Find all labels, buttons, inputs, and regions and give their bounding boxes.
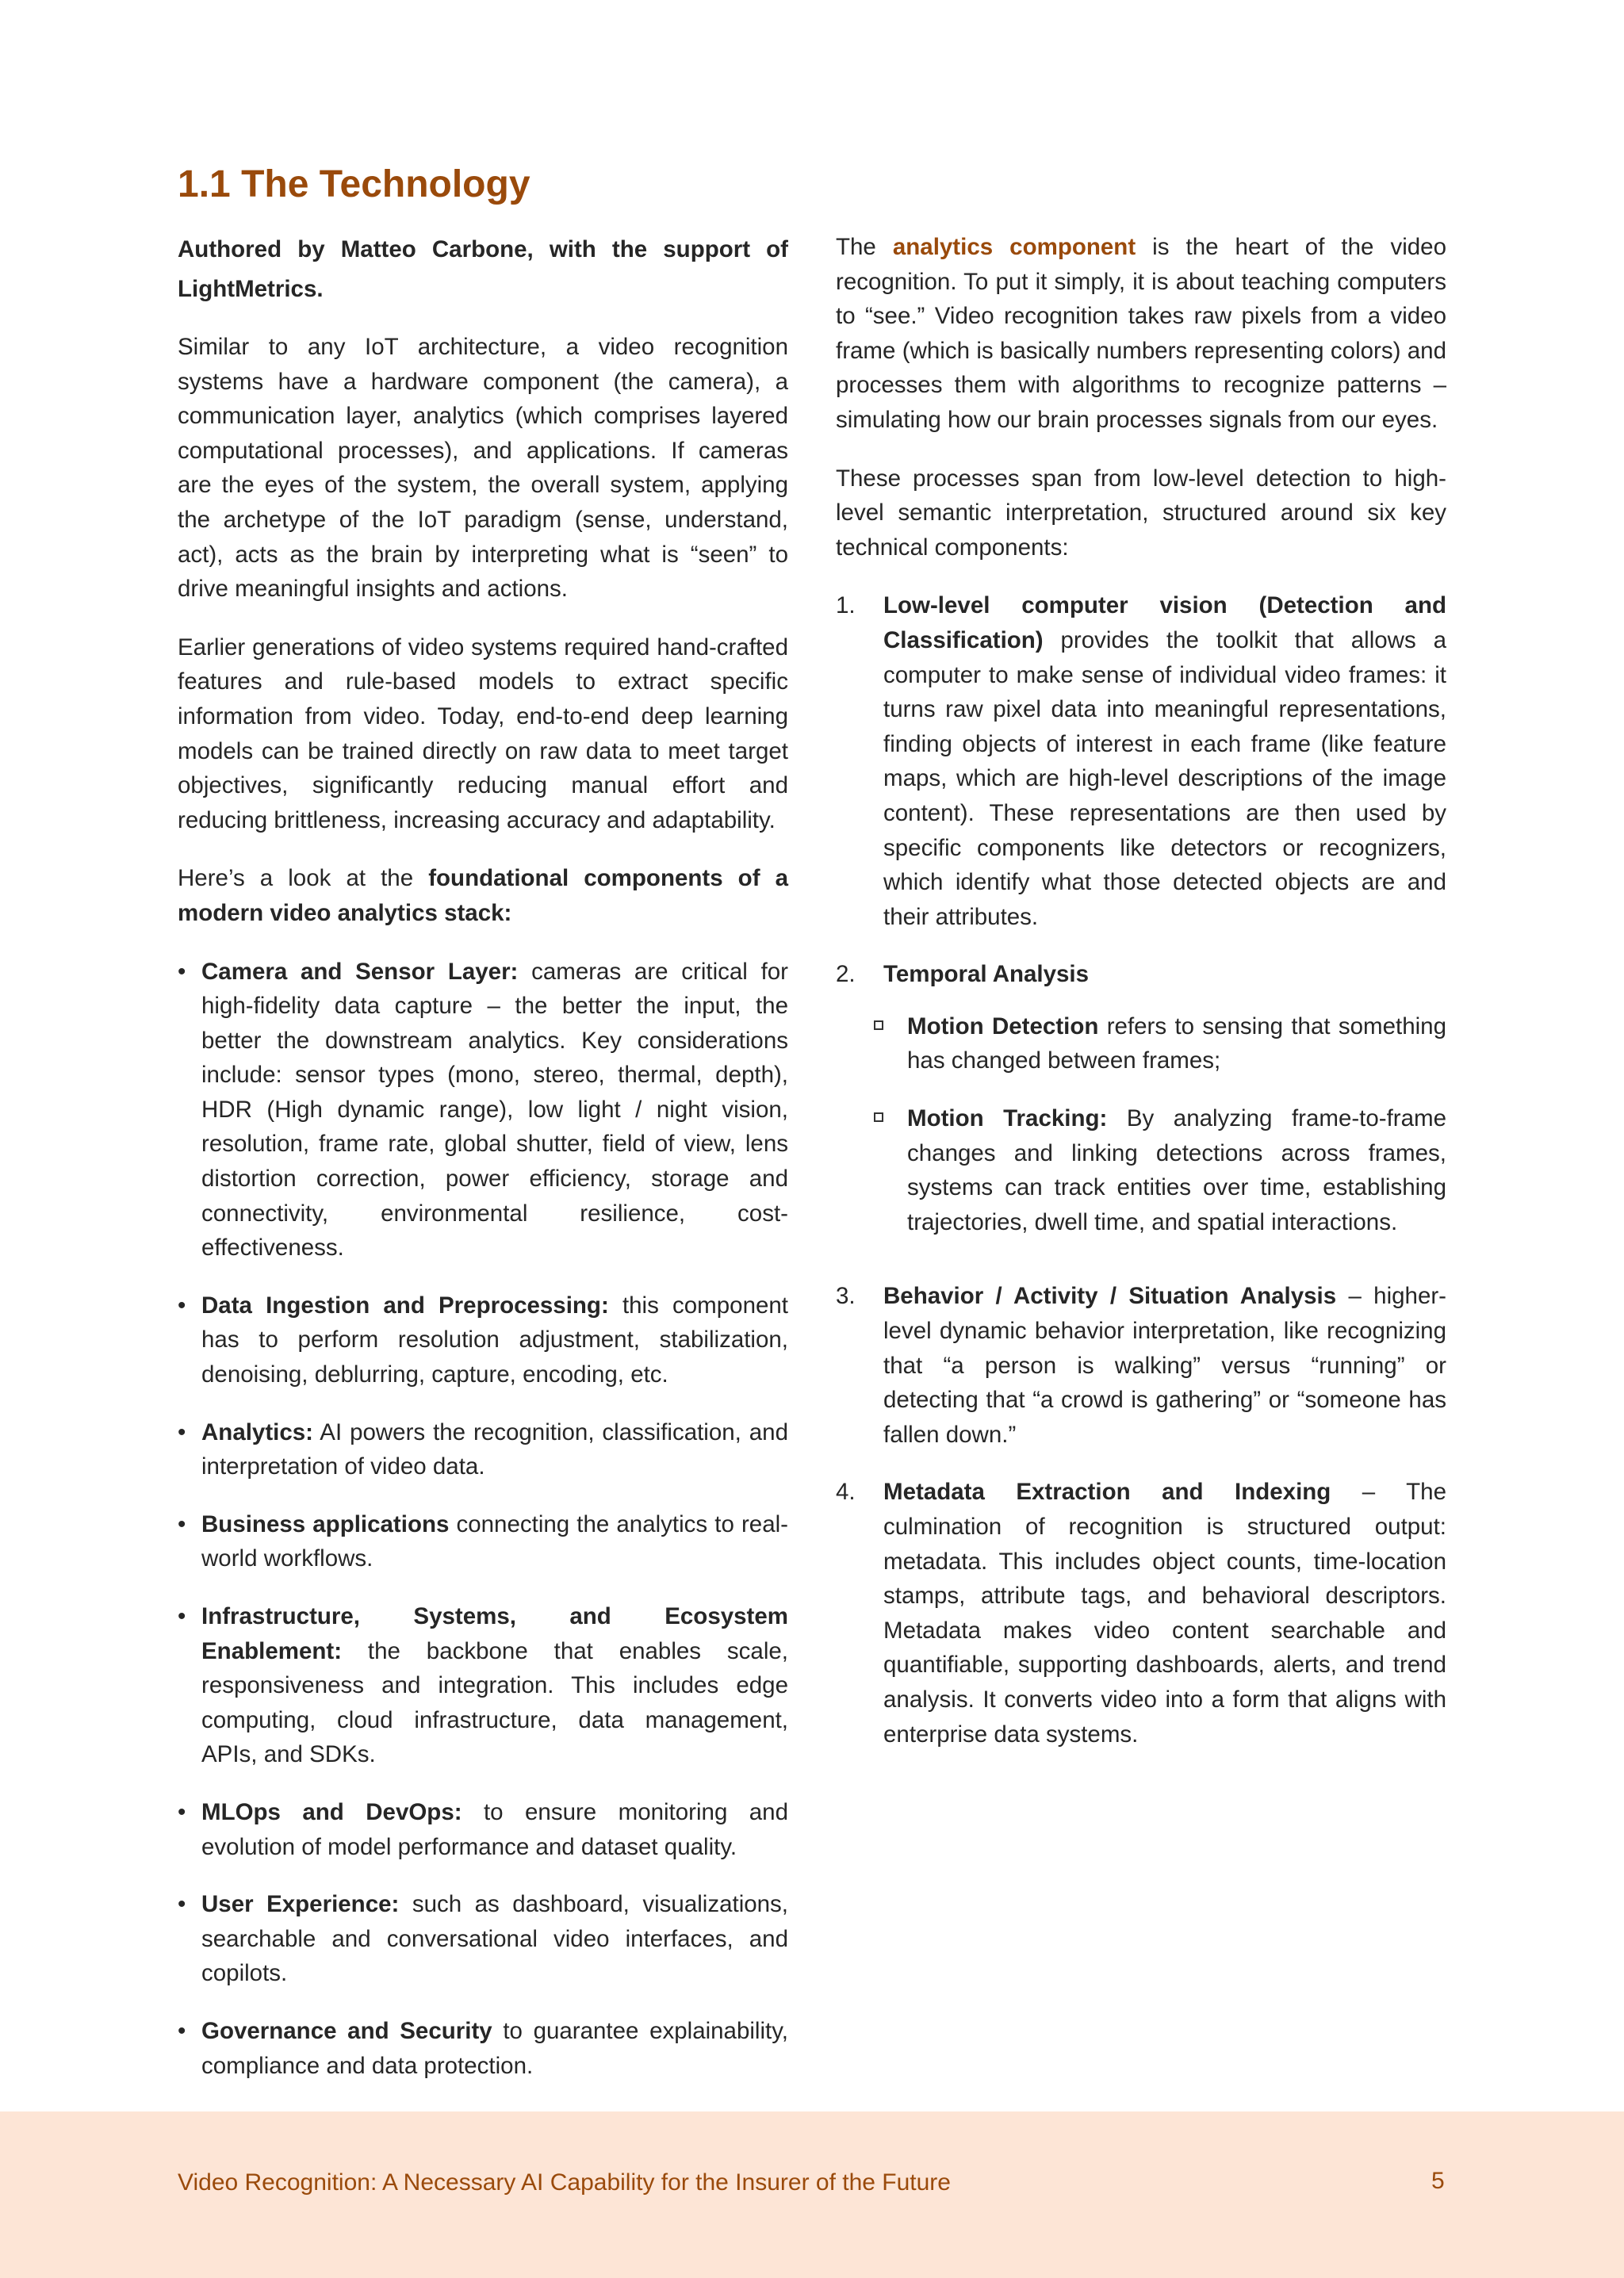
bullet-icon: •	[178, 958, 186, 985]
list-item-analytics: • Analytics: AI powers the recognition, classification, and interpretation of video data.	[178, 1415, 788, 1484]
list-item-data-ingestion: • Data Ingestion and Preprocessing: this component has to perform resolution adjustment, stabilization, denoising, deblurring, capture, encoding, etc.	[178, 1288, 788, 1392]
sub-item-motion-detection: Motion Detection refers to sensing that something has changed between frames;	[883, 1009, 1446, 1078]
bullet-icon: •	[178, 2017, 186, 2044]
intro-paragraph: Similar to any IoT architecture, a video recognition systems have a hardware component (the camera), a communication layer, analytics (which comprises layered computational processes), and applications. If cameras are the eyes of the system, the overall system, applying the archetype of the IoT paradigm (sense, understand, act), acts as the brain by interpreting what is “seen” to drive meaningful insights and actions.	[178, 334, 788, 603]
list-item-camera-sensor: • Camera and Sensor Layer: cameras are critical for high-fidelity data capture – the better the input, the better the downstream analytics. Key considerations include: sensor types (mono, stereo, thermal, depth), HDR (High dynamic range), low light / night vision, resolution, frame rate, global shutter, field of view, lens distortion correction, power efficiency, storage and connectivity, environmental resilience, cost-effectiveness.	[178, 955, 788, 1265]
numbered-item-metadata-extraction: 4. Metadata Extraction and Indexing – The culmination of recognition is structured output: metadata. This includes object counts, time-location stamps, attribute tags, and behavioral descriptors. Metadata makes video content searchable and quantifiable, supporting dashboards, alerts, and trend analysis. It converts video into a form that aligns with enterprise data systems.	[836, 1479, 1446, 1748]
processes-paragraph: These processes span from low-level detection to high-level semantic interpretation, structured around six key technical components:	[836, 465, 1446, 561]
list-item-infrastructure: • Infrastructure, Systems, and Ecosystem Enablement: the backbone that enables scale, responsiveness and integration. This includes edge computing, cloud infrastructure, data management, APIs, and SDKs.	[178, 1599, 788, 1772]
list-item-governance: • Governance and Security to guarantee explainability, compliance and data protection.	[178, 2014, 788, 2083]
bullet-icon: •	[178, 1603, 186, 1629]
numbered-item-temporal-analysis: 2. Temporal Analysis Motion Detection refers to sensing that something has changed between frames; Motion Tracking: By analyzing frame-to-frame changes and linking detections across frames, systems can track entities over time, establishing trajectories, dwell time, and spatial interactions.	[836, 957, 1446, 1239]
square-bullet-icon	[874, 1112, 883, 1122]
numbered-item-behavior-analysis: 3. Behavior / Activity / Situation Analysis – higher-level dynamic behavior interpretation, like recognizing that “a person is walking” versus “running” or detecting that “a crowd is gathering” or “someone has fallen down.”	[836, 1283, 1446, 1448]
list-item-user-experience: • User Experience: such as dashboard, visualizations, searchable and conversational video interfaces, and copilots.	[178, 1887, 788, 1991]
temporal-analysis-sublist	[883, 1009, 1446, 1240]
left-column	[178, 230, 788, 2106]
right-column	[836, 230, 1446, 1775]
footer-title: Video Recognition: A Necessary AI Capability for the Insurer of the Future	[178, 2169, 951, 2196]
components-intro: Here’s a look at the foundational components of a modern video analytics stack:	[178, 865, 789, 926]
analytics-paragraph: The analytics component is the heart of the video recognition. To put it simply, it is about teaching computers to “see.” Video recognition takes raw pixels from a video frame (which is basically numbers representing colors) and processes them with algorithms to recognize patterns – simulating how our brain processes signals from our eyes.	[836, 234, 1446, 433]
square-bullet-icon	[874, 1020, 883, 1030]
page-number: 5	[1431, 2168, 1445, 2194]
technical-components-list	[836, 588, 1446, 1752]
author-line: Authored by Matteo Carbone, with the support of LightMetrics.	[178, 236, 788, 302]
components-list	[178, 955, 788, 2084]
bullet-icon: •	[178, 1891, 186, 1918]
bullet-icon: •	[178, 1510, 186, 1537]
bullet-icon: •	[178, 1798, 186, 1825]
page-footer	[0, 2111, 1624, 2278]
list-item-mlops: • MLOps and DevOps: to ensure monitoring and evolution of model performance and dataset quality.	[178, 1795, 788, 1864]
bullet-icon: •	[178, 1418, 186, 1445]
list-item-business-applications: • Business applications connecting the analytics to real-world workflows.	[178, 1507, 788, 1576]
sub-item-motion-tracking: Motion Tracking: By analyzing frame-to-frame changes and linking detections across frames, systems can track entities over time, establishing trajectories, dwell time, and spatial interactions.	[883, 1101, 1446, 1239]
history-paragraph: Earlier generations of video systems required hand-crafted features and rule-based models to extract specific information from video. Today, end-to-end deep learning models can be trained directly on raw data to meet target objectives, significantly reducing manual effort and reducing brittleness, increasing accuracy and adaptability.	[178, 634, 788, 833]
numbered-item-low-level-vision: 1. Low-level computer vision (Detection and Classification) provides the toolkit that allows a computer to make sense of individual video frames: it turns raw pixel data into meaningful representations, finding objects of interest in each frame (like feature maps, which are high-level descriptions of the image content). These representations are then used by specific components like detectors or recognizers, which identify what those detected objects are and their attributes.	[836, 592, 1446, 930]
section-heading: 1.1 The Technology	[178, 163, 530, 205]
bullet-icon: •	[178, 1292, 186, 1319]
analytics-component-highlight: analytics component	[892, 234, 1136, 260]
